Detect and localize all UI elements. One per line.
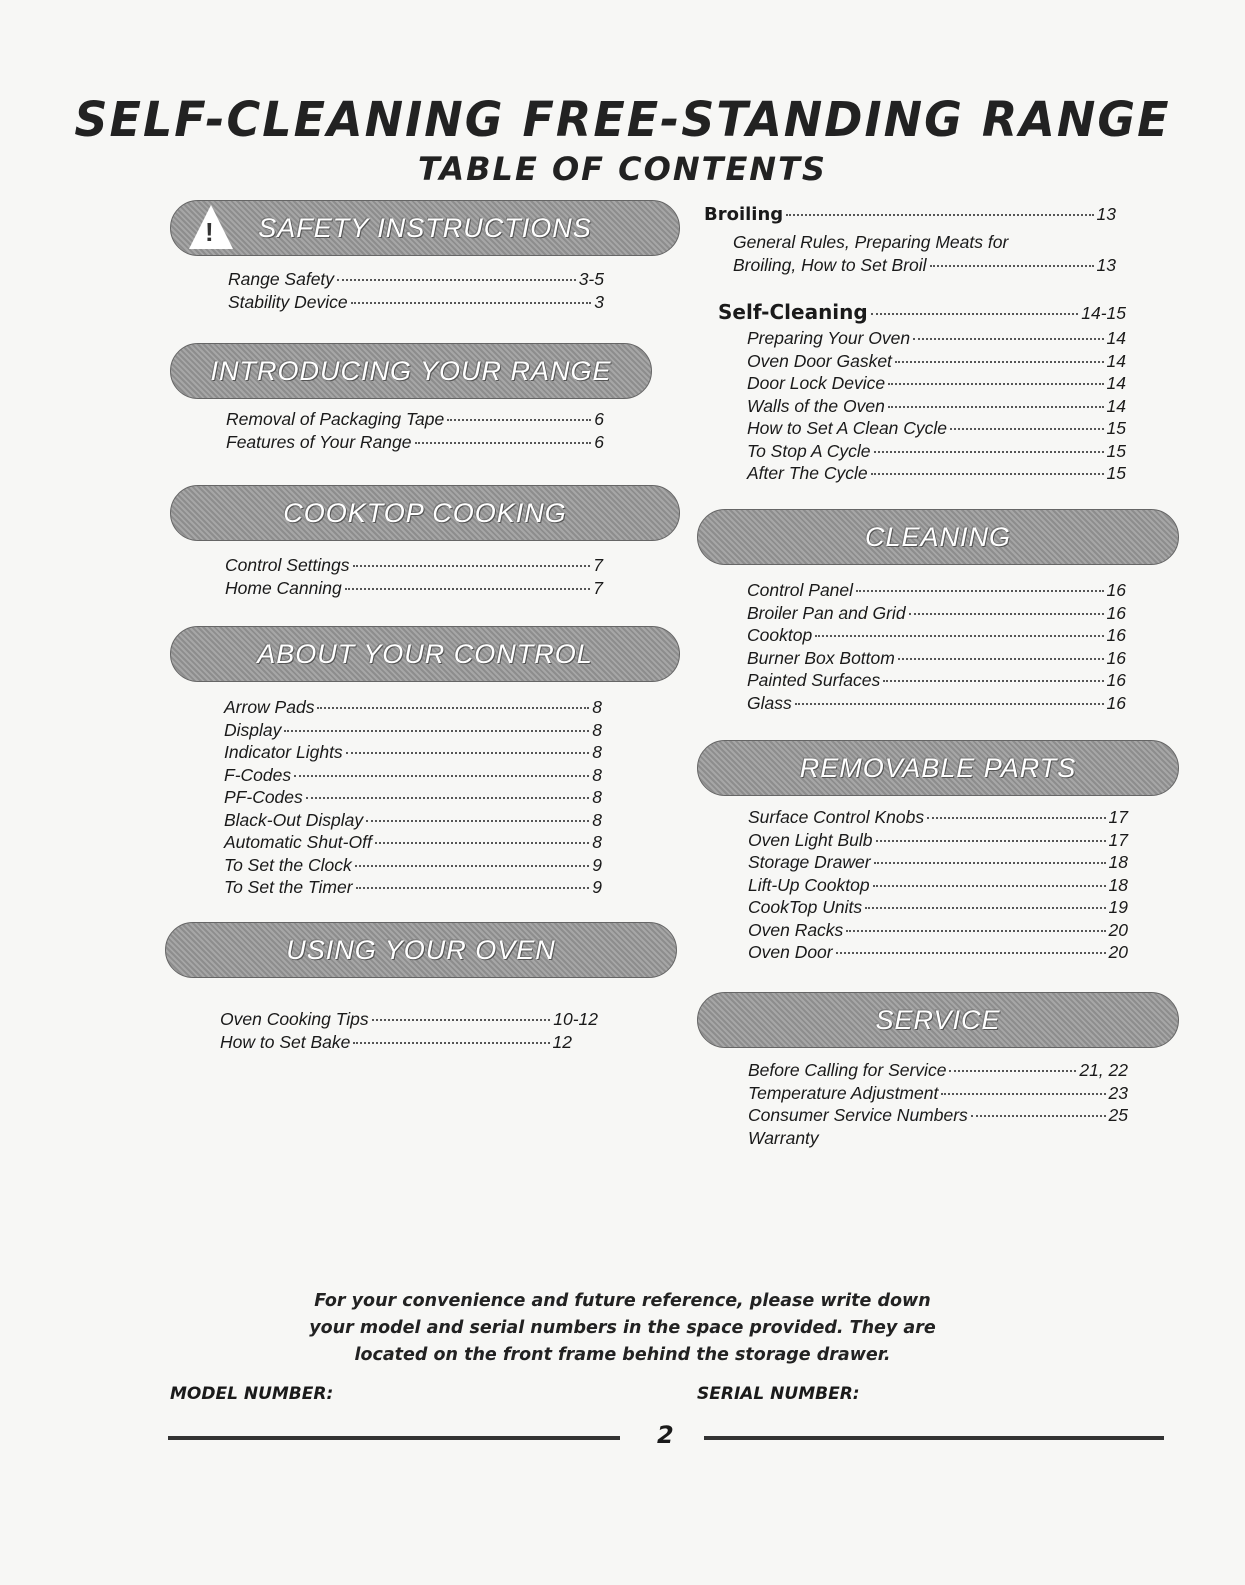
toc-entry-label: CookTop Units (748, 897, 863, 917)
leader-dots (856, 590, 1103, 592)
banner-safety-instructions (170, 200, 680, 256)
leader-dots (355, 865, 590, 867)
toc-entry (224, 764, 602, 787)
toc-entry-page: 21, 22 (1079, 1060, 1128, 1080)
leader-dots (871, 313, 1079, 315)
leader-dots (865, 907, 1105, 909)
toc-entry (225, 554, 603, 577)
banner-label: ABOUT YOUR CONTROL (257, 638, 593, 669)
leader-dots (874, 862, 1106, 864)
toc-section-removable-parts (748, 806, 1128, 964)
toc-entry (748, 1082, 1128, 1105)
leader-dots (950, 428, 1103, 430)
toc-entry-page: 13 (1096, 254, 1116, 275)
toc-entry (747, 372, 1126, 395)
toc-entry-page: 8 (592, 697, 602, 717)
toc-entry (747, 440, 1126, 463)
toc-entry-label: Display (224, 719, 282, 740)
leader-dots (353, 565, 591, 567)
toc-entry-page: 8 (592, 742, 602, 762)
toc-entry-label: To Set the Clock (224, 854, 352, 875)
toc-entry (220, 1008, 598, 1031)
toc-entry (733, 254, 1116, 277)
toc-entry-page: 12 (552, 1031, 572, 1052)
leader-dots (927, 817, 1105, 819)
toc-section-safety (228, 268, 604, 313)
banner-cooktop-cooking (170, 485, 680, 541)
leader-dots (871, 473, 1104, 475)
leader-dots (317, 707, 589, 709)
leader-dots (284, 730, 589, 732)
toc-entry-label: F-Codes (224, 764, 292, 785)
toc-entry-page: 9 (592, 877, 602, 897)
toc-entry-label: Home Canning (225, 577, 342, 598)
toc-entry-label: Black-Out Display (224, 809, 364, 830)
toc-entry-page: 8 (592, 764, 602, 785)
toc-entry (228, 268, 604, 291)
notice-line: your model and serial numbers in the space provided. They are (309, 1318, 936, 1338)
leader-dots (356, 887, 590, 889)
banner-introducing-your-range (170, 343, 652, 399)
leader-dots (909, 613, 1104, 615)
toc-entry-label: Walls of the Oven (747, 395, 885, 416)
toc-entry-label: Broiling, How to Set Broil (733, 254, 927, 275)
serial-number-line[interactable] (704, 1436, 1164, 1440)
serial-number-label: SERIAL NUMBER: (697, 1384, 860, 1404)
toc-entry (704, 203, 1116, 227)
leader-dots (294, 775, 589, 777)
toc-section-oven (220, 1008, 598, 1053)
toc-entry-page: 16 (1106, 602, 1126, 623)
leader-dots (815, 635, 1103, 637)
toc-entry (747, 647, 1126, 670)
document-title: SELF-CLEANING FREE-STANDING RANGE (74, 90, 1171, 148)
leader-dots (346, 752, 590, 754)
banner-label: REMOVABLE PARTS (799, 752, 1077, 783)
toc-entry-page: 9 (592, 854, 602, 875)
toc-entry (718, 301, 1126, 325)
leader-dots (786, 214, 1093, 216)
toc-entry-page: 18 (1108, 852, 1128, 872)
toc-entry (748, 941, 1128, 964)
banner-label: SAFETY INSTRUCTIONS (258, 212, 592, 243)
toc-entry-label: Storage Drawer (748, 852, 871, 872)
toc-entry-label: Removal of Packaging Tape (226, 409, 445, 429)
toc-entry-label: Lift-Up Cooktop (748, 874, 870, 895)
toc-entry-label: How to Set Bake (220, 1031, 351, 1052)
toc-entry-label: Oven Racks (748, 919, 844, 940)
toc-entry-label: Stability Device (228, 291, 348, 312)
toc-entry-page: 6 (594, 431, 604, 452)
toc-entry-label: General Rules, Preparing Meats for (733, 232, 1009, 252)
leader-dots (876, 840, 1106, 842)
toc-entry (224, 876, 602, 899)
toc-entry-page: 8 (592, 809, 602, 830)
toc-entry-label: Temperature Adjustment (748, 1082, 939, 1103)
leader-dots (345, 588, 591, 590)
toc-entry-label: To Set the Timer (224, 877, 353, 897)
toc-entry-page: 13 (1096, 204, 1116, 224)
toc-entry (748, 806, 1128, 829)
toc-entry (747, 692, 1126, 715)
banner-cleaning (697, 509, 1179, 565)
toc-entry-label: Range Safety (228, 269, 335, 289)
toc-section-cooktop (225, 554, 603, 599)
toc-entry-label: Control Panel (747, 580, 854, 600)
leader-dots (949, 1070, 1076, 1072)
toc-entry-label: Oven Door Gasket (747, 350, 892, 371)
toc-entry-page: 14 (1106, 373, 1126, 393)
toc-entry-label: Door Lock Device (747, 373, 886, 393)
toc-entry (747, 624, 1126, 647)
toc-entry-label: Broiler Pan and Grid (747, 602, 906, 623)
toc-entry-label: Before Calling for Service (748, 1060, 947, 1080)
leader-dots (351, 302, 592, 304)
toc-entry-page: 16 (1106, 692, 1126, 713)
toc-entry-page: 7 (593, 577, 603, 598)
notice-line: located on the front frame behind the storage drawer. (354, 1345, 891, 1365)
banner-removable-parts (697, 740, 1179, 796)
toc-entry-page: 15 (1106, 463, 1126, 483)
leader-dots (372, 1019, 551, 1021)
leader-dots (883, 680, 1103, 682)
banner-service (697, 992, 1179, 1048)
toc-entry-page: 23 (1108, 1082, 1128, 1103)
toc-entry-label: Indicator Lights (224, 742, 343, 762)
leader-dots (353, 1042, 549, 1044)
leader-dots (306, 797, 589, 799)
banner-using-your-oven (165, 922, 677, 978)
toc-section-broiling (704, 203, 1116, 227)
toc-entry-label: To Stop A Cycle (747, 440, 871, 461)
toc-entry (224, 786, 602, 809)
toc-entry (224, 696, 602, 719)
toc-entry-label: Consumer Service Numbers (748, 1105, 968, 1125)
toc-entry-page: 19 (1108, 897, 1128, 917)
toc-entry-page: 16 (1106, 580, 1126, 600)
toc-entry (226, 431, 604, 454)
toc-entry (748, 919, 1128, 942)
toc-section-cleaning (747, 579, 1126, 714)
toc-entry (747, 350, 1126, 373)
toc-entry-page: 17 (1108, 807, 1128, 827)
toc-entry-page: 15 (1106, 440, 1126, 461)
toc-entry (747, 417, 1126, 440)
toc-entry (220, 1031, 598, 1054)
leader-dots (941, 1093, 1105, 1095)
leader-dots (415, 442, 592, 444)
toc-section-self-cleaning-items (747, 327, 1126, 485)
leader-dots (930, 265, 1094, 267)
toc-section-self-cleaning (718, 301, 1126, 325)
leader-dots (873, 885, 1106, 887)
toc-entry (747, 462, 1126, 485)
toc-entry-label: Warranty (748, 1127, 819, 1148)
toc-entry-label: Preparing Your Oven (747, 328, 911, 348)
toc-section-service (748, 1059, 1128, 1149)
toc-entry-page: 14 (1106, 395, 1126, 416)
toc-entry-page: 16 (1106, 647, 1126, 668)
toc-entry-label: Painted Surfaces (747, 670, 881, 690)
model-number-label: MODEL NUMBER: (170, 1384, 334, 1404)
toc-entry-page: 14-15 (1081, 303, 1126, 323)
leader-dots (836, 952, 1106, 954)
toc-entry-page: 14 (1106, 328, 1126, 348)
toc-entry (748, 1104, 1128, 1127)
leader-dots (913, 338, 1103, 340)
document-subtitle: TABLE OF CONTENTS (418, 150, 827, 188)
toc-entry-label: Oven Light Bulb (748, 829, 873, 850)
toc-entry (747, 327, 1126, 350)
toc-section-broiling-body (733, 231, 1116, 276)
toc-entry (747, 579, 1126, 602)
page-number: 2 (657, 1421, 674, 1449)
toc-entry (747, 602, 1126, 625)
toc-entry-label: Burner Box Bottom (747, 647, 895, 668)
toc-entry (748, 874, 1128, 897)
toc-entry (224, 854, 602, 877)
banner-label: SERVICE (875, 1004, 1001, 1035)
toc-entry-label: Oven Cooking Tips (220, 1009, 369, 1029)
toc-entry-page: 17 (1108, 829, 1128, 850)
toc-entry (747, 669, 1126, 692)
toc-entry (224, 719, 602, 742)
toc-entry (225, 577, 603, 600)
leader-dots (366, 820, 589, 822)
toc-entry-page: 25 (1108, 1105, 1128, 1125)
toc-section-introducing (226, 408, 604, 453)
leader-dots (888, 406, 1104, 408)
toc-entry (228, 291, 604, 314)
section-heading: Broiling (704, 204, 784, 225)
toc-entry-label: Automatic Shut-Off (224, 832, 372, 852)
banner-label: CLEANING (864, 521, 1012, 552)
leader-dots (888, 383, 1103, 385)
toc-entry-page: 10-12 (553, 1009, 598, 1029)
toc-entry-label: Glass (747, 692, 792, 713)
notice-line: For your convenience and future reference, please write down (314, 1291, 931, 1311)
leader-dots (898, 658, 1104, 660)
leader-dots (971, 1115, 1106, 1117)
banner-label: COOKTOP COOKING (283, 497, 567, 528)
toc-entry-page: 20 (1108, 942, 1128, 962)
toc-entry (748, 1059, 1128, 1082)
warning-icon: ! (189, 205, 233, 249)
model-number-line[interactable] (168, 1436, 620, 1440)
toc-entry-label: How to Set A Clean Cycle (747, 418, 948, 438)
toc-entry (748, 1127, 1128, 1150)
toc-entry-label: After The Cycle (747, 463, 868, 483)
toc-entry-page: 7 (593, 555, 603, 575)
toc-entry-label: Oven Door (748, 942, 833, 962)
toc-entry-page: 15 (1106, 418, 1126, 438)
toc-section-control (224, 696, 602, 899)
toc-entry-page: 8 (592, 832, 602, 852)
toc-entry (748, 829, 1128, 852)
toc-entry-page: 3-5 (578, 269, 604, 289)
section-heading: Self-Cleaning (718, 300, 868, 324)
toc-entry (224, 831, 602, 854)
toc-entry-page: 20 (1108, 919, 1128, 940)
banner-about-your-control (170, 626, 680, 682)
leader-dots (375, 842, 589, 844)
leader-dots (447, 419, 591, 421)
toc-entry-label: Features of Your Range (226, 431, 412, 452)
leader-dots (846, 930, 1105, 932)
toc-entry-page: 3 (594, 291, 604, 312)
toc-entry-label: Cooktop (747, 625, 813, 645)
banner-label: INTRODUCING YOUR RANGE (210, 355, 612, 386)
toc-entry-page: 6 (594, 409, 604, 429)
leader-dots (874, 451, 1104, 453)
toc-entry-page: 8 (592, 787, 602, 807)
toc-entry-label: PF-Codes (224, 787, 303, 807)
banner-label: USING YOUR OVEN (286, 934, 556, 965)
leader-dots (337, 279, 576, 281)
leader-dots (895, 361, 1104, 363)
toc-entry (748, 851, 1128, 874)
toc-entry-page: 18 (1108, 874, 1128, 895)
toc-entry-page: 8 (592, 719, 602, 740)
toc-entry-page: 14 (1106, 350, 1126, 371)
toc-entry (224, 741, 602, 764)
leader-dots (795, 703, 1104, 705)
toc-entry-label: Control Settings (225, 555, 350, 575)
toc-entry-label: Arrow Pads (224, 697, 315, 717)
toc-entry (747, 395, 1126, 418)
toc-entry (748, 896, 1128, 919)
toc-entry-label: Surface Control Knobs (748, 807, 925, 827)
toc-entry-page: 16 (1106, 670, 1126, 690)
notice-text (0, 1288, 1245, 1369)
toc-entry-page: 16 (1106, 625, 1126, 645)
toc-entry (226, 408, 604, 431)
toc-entry (224, 809, 602, 832)
